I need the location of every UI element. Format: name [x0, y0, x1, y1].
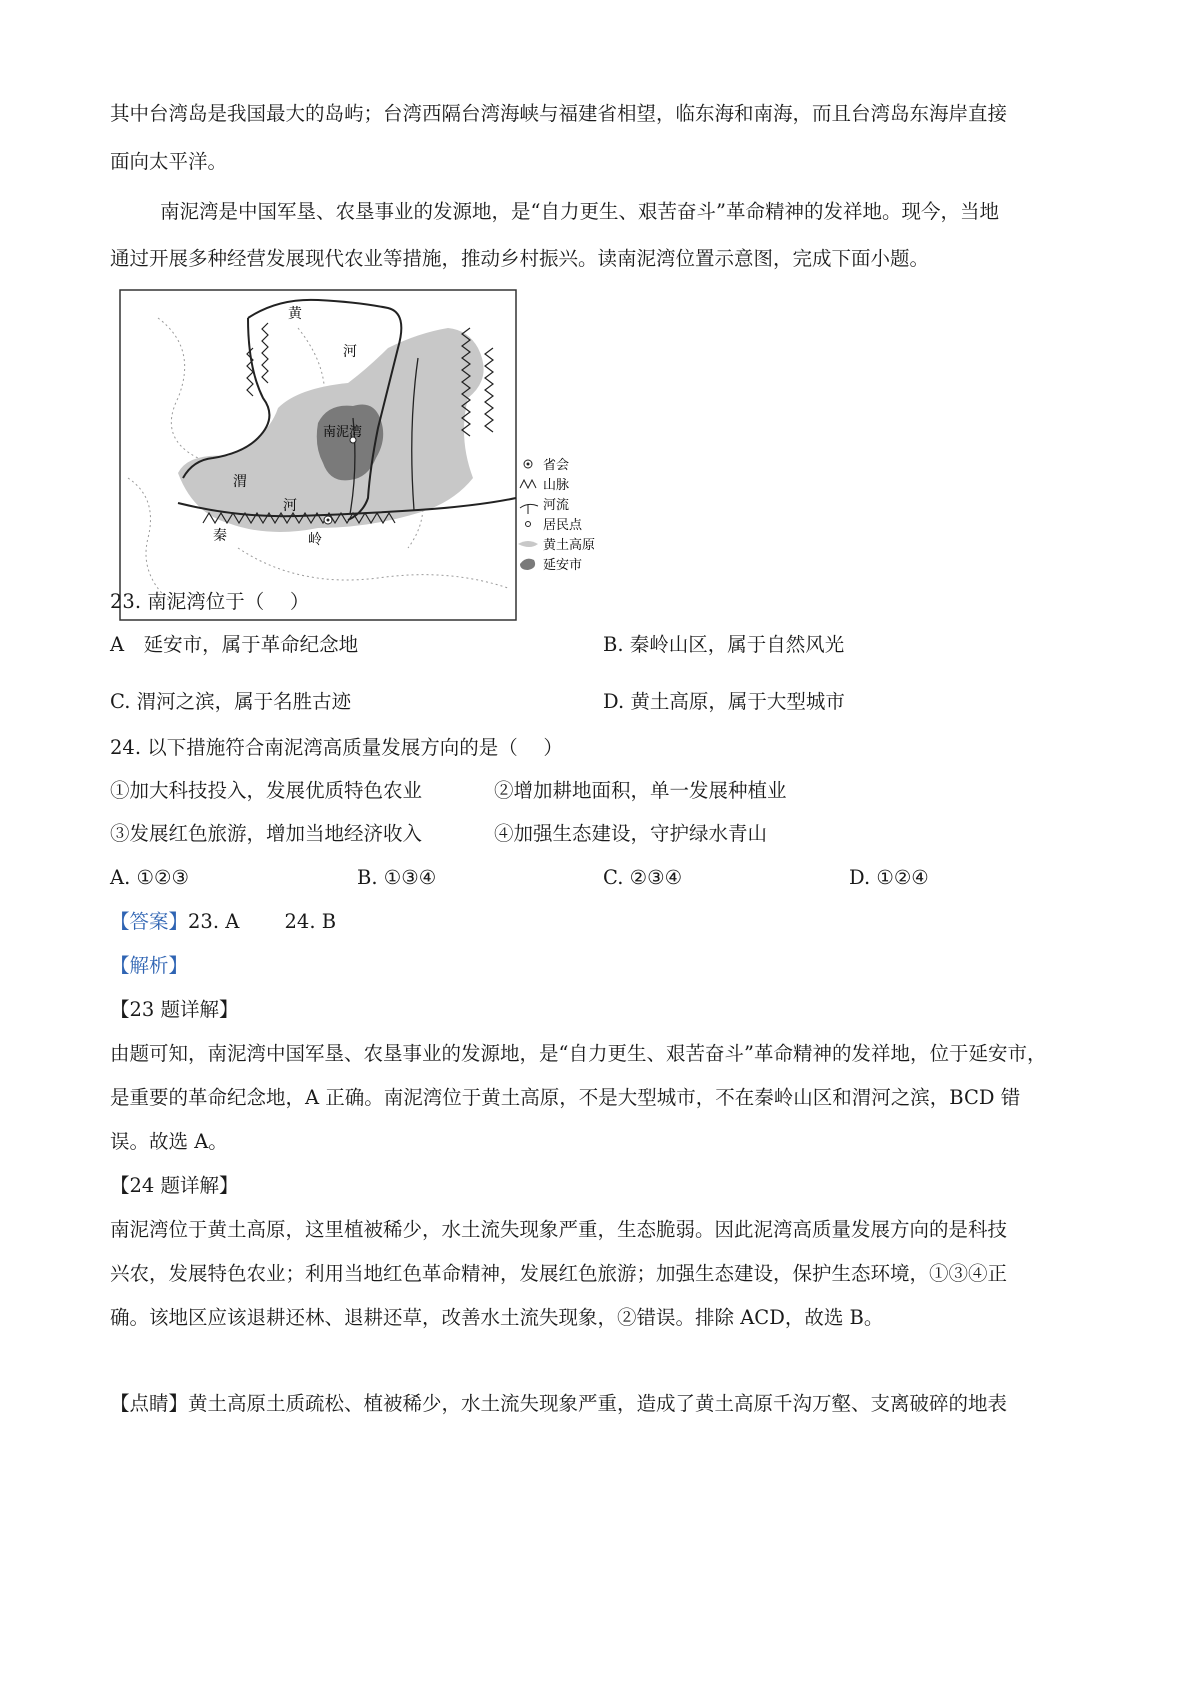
detail24-line-3: 确。该地区应该退耕还林、退耕还草，改善水土流失现象，②错误。排除 ACD，故选 B。 [110, 1306, 884, 1329]
label-nanniwan: 南泥湾 [323, 424, 363, 439]
legend-mountain: 山脉 [543, 477, 570, 492]
q23-option-c: C. 渭河之滨，属于名胜古迹 [110, 690, 352, 713]
label-huang: 黄 [288, 307, 302, 322]
detail24-line-1: 南泥湾位于黄土高原，这里植被稀少，水土流失现象严重，生态脆弱。因此泥湾高质量发展方向的是科技 [110, 1218, 1008, 1241]
legend-loess: 黄土高原 [543, 537, 596, 552]
detail23-line-1: 由题可知，南泥湾中国军垦、农垦事业的发源地，是“自力更生、艰苦奋斗”革命精神的发祥地，位于延安市， [110, 1042, 1047, 1065]
q23-option-a: A 延安市，属于革命纪念地 [110, 633, 359, 656]
analysis-tag: 【解析】 [110, 954, 189, 977]
detail23-line-2: 是重要的革命纪念地，A 正确。南泥湾位于黄土高原，不是大型城市，不在秦岭山区和渭河之滨，BCD 错 [110, 1086, 1021, 1109]
q23-option-b: B. 秦岭山区，属于自然风光 [603, 633, 845, 656]
q24-statement-4: ④加强生态建设，守护绿水青山 [494, 822, 768, 845]
detail24-line-2: 兴农，发展特色农业；利用当地红色革命精神，发展红色旅游；加强生态建设，保护生态环境，①③④正 [110, 1262, 1008, 1285]
q23-option-d: D. 黄土高原，属于大型城市 [603, 690, 845, 713]
map-legend [518, 457, 595, 572]
nanniwan-location-map [118, 288, 638, 624]
legend-yanan: 延安市 [543, 557, 583, 572]
q24-statement-3: ③发展红色旅游，增加当地经济收入 [110, 822, 423, 845]
detail23-title: 【23 题详解】 [110, 998, 239, 1021]
q24-statement-1: ①加大科技投入，发展优质特色农业 [110, 779, 423, 802]
answer-line [110, 908, 336, 936]
q24-stem: 24. 以下措施符合南泥湾高质量发展方向的是（ ） [110, 736, 563, 759]
legend-settlement: 居民点 [543, 517, 583, 532]
point-text: 黄土高原土质疏松、植被稀少，水土流失现象严重，造成了黄土高原千沟万壑、支离破碎的地表 [188, 1392, 1008, 1415]
label-ling: 岭 [308, 533, 322, 548]
q24-option-a: A. ①②③ [110, 866, 189, 889]
answer-text: 23. A 24. B [188, 910, 337, 933]
point-line [110, 1390, 1007, 1418]
label-qin: 秦 [213, 529, 227, 544]
detail24-title: 【24 题详解】 [110, 1174, 239, 1197]
label-he: 河 [343, 345, 357, 360]
intro-para2-line-1: 南泥湾是中国军垦、农垦事业的发源地，是“自力更生、艰苦奋斗”革命精神的发祥地。现今，当地 [160, 200, 999, 223]
legend-capital: 省会 [543, 457, 570, 472]
provincial-capital-dot [327, 519, 330, 522]
intro-line-1: 其中台湾岛是我国最大的岛屿；台湾西隔台湾海峡与福建省相望，临东海和南海，而且台湾岛东海岸直接 [110, 102, 1008, 125]
legend-river: 河流 [543, 497, 570, 512]
q24-statement-2: ②增加耕地面积，单一发展种植业 [494, 779, 787, 802]
detail23-line-3: 误。故选 A。 [110, 1130, 228, 1153]
q24-option-c: C. ②③④ [603, 866, 683, 889]
label-he2: 河 [283, 499, 297, 514]
answer-tag: 【答案】 [110, 910, 189, 933]
point-tag: 【点睛】 [110, 1392, 189, 1415]
q24-option-d: D. ①②④ [849, 866, 929, 889]
label-wei: 渭 [233, 475, 247, 490]
intro-para2-line-2: 通过开展多种经营发展现代农业等措施，推动乡村振兴。读南泥湾位置示意图，完成下面小题。 [110, 247, 930, 270]
map-svg [118, 288, 638, 624]
q24-option-b: B. ①③④ [357, 866, 437, 889]
q23-stem: 23. 南泥湾位于（ ） [110, 590, 310, 613]
intro-line-2: 面向太平洋。 [110, 150, 228, 173]
